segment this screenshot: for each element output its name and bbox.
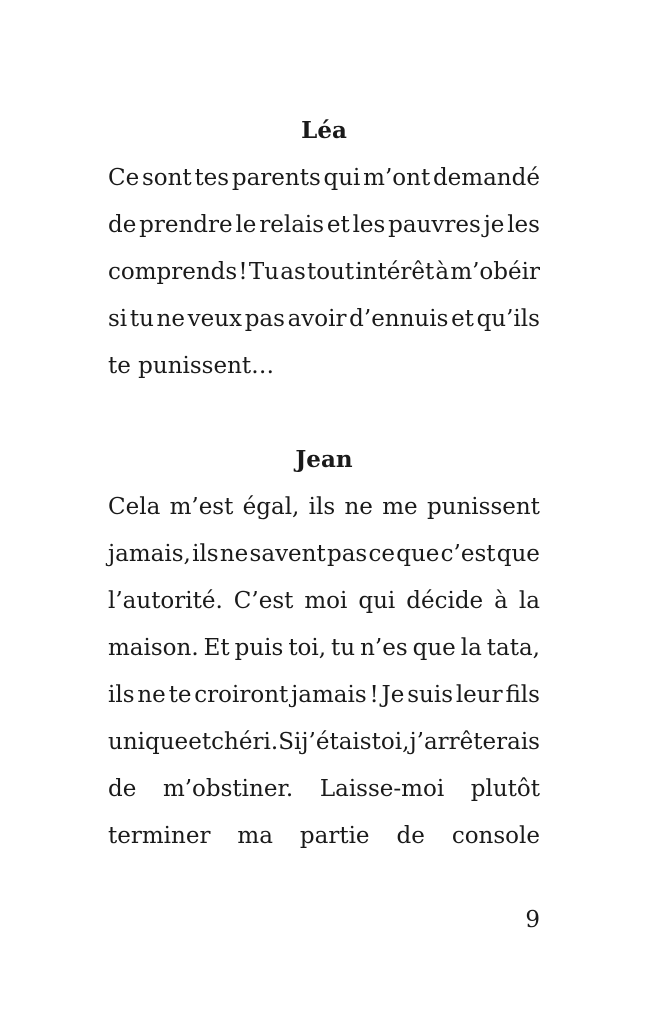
word: as: [280, 259, 306, 285]
word: savent: [249, 541, 326, 567]
word: pas: [244, 306, 285, 332]
word: ne: [156, 306, 185, 332]
word: !: [238, 259, 248, 285]
word: si: [108, 306, 128, 332]
word: ils: [192, 541, 219, 567]
word: la: [460, 635, 482, 661]
text-line: [108, 492, 540, 522]
word: m’est: [169, 494, 234, 520]
word: le: [235, 212, 257, 238]
word: intérêt: [355, 259, 435, 285]
speaker-name: Jean: [295, 446, 353, 473]
word: unique: [108, 729, 189, 755]
word: veux: [187, 306, 243, 332]
word: terminer: [108, 823, 211, 849]
word: que: [412, 635, 456, 661]
text-line: [108, 539, 540, 569]
word: ils: [308, 494, 336, 520]
word: Ce: [108, 165, 140, 191]
word: à: [494, 588, 508, 614]
word: que: [396, 541, 440, 567]
text-line-last: te punissent…: [108, 353, 275, 379]
word: suis: [407, 682, 453, 708]
word: décide: [406, 588, 484, 614]
word: Tu: [248, 259, 280, 285]
text-line: [108, 821, 540, 851]
text-line: [108, 586, 540, 616]
word: punissent: [426, 494, 540, 520]
word: toi,: [371, 729, 410, 755]
word: je: [483, 212, 505, 238]
word: !: [369, 682, 379, 708]
word: d’ennuis: [349, 306, 449, 332]
word: tout: [306, 259, 355, 285]
word: comprends: [108, 259, 238, 285]
word: ne: [344, 494, 373, 520]
page-number: 9: [525, 907, 540, 933]
word: pas: [326, 541, 368, 567]
word: les: [352, 212, 386, 238]
text-line: [108, 633, 540, 663]
word: ne: [137, 682, 166, 708]
text-line: [108, 163, 540, 193]
word: pauvres: [388, 212, 481, 238]
text-line: [108, 680, 540, 710]
word: Laisse-moi: [319, 776, 445, 802]
word: de: [396, 823, 425, 849]
word: tata,: [486, 635, 540, 661]
word: n’es: [360, 635, 408, 661]
word: moi: [304, 588, 348, 614]
word: m’ont: [363, 165, 431, 191]
word: avoir: [287, 306, 347, 332]
word: j’arrêterais: [409, 729, 540, 755]
word: qu’ils: [476, 306, 540, 332]
word: la: [518, 588, 540, 614]
word: qui: [323, 165, 361, 191]
word: tes: [194, 165, 230, 191]
word: Si: [278, 729, 302, 755]
word: parents: [231, 165, 321, 191]
text-line: [108, 774, 540, 804]
word: égal,: [242, 494, 300, 520]
word: ils: [108, 682, 135, 708]
word: console: [451, 823, 540, 849]
word: croiront: [194, 682, 289, 708]
text-line: [108, 727, 540, 757]
word: fils: [505, 682, 540, 708]
word: de: [108, 212, 137, 238]
word: sont: [141, 165, 192, 191]
word: de: [108, 776, 137, 802]
word: C’est: [233, 588, 294, 614]
word: demandé: [432, 165, 540, 191]
word: maison.: [108, 635, 199, 661]
word: Je: [381, 682, 405, 708]
text-line: [108, 304, 540, 334]
word: l’autorité.: [108, 588, 223, 614]
word: ma: [237, 823, 273, 849]
word: m’obéir: [450, 259, 540, 285]
word: plutôt: [470, 776, 540, 802]
word: leur: [455, 682, 503, 708]
word: prendre: [139, 212, 233, 238]
word: toi,: [288, 635, 327, 661]
text-line: [108, 210, 540, 240]
word: relais: [259, 212, 325, 238]
word: ce: [368, 541, 395, 567]
word: que: [496, 541, 540, 567]
speaker-name: Léa: [301, 117, 347, 144]
word: et: [326, 212, 350, 238]
word: tu: [129, 306, 154, 332]
word: jamais: [291, 682, 367, 708]
word: j’étais: [301, 729, 372, 755]
word: puis: [234, 635, 284, 661]
word: chéri.: [211, 729, 279, 755]
word: Et: [203, 635, 230, 661]
word: les: [507, 212, 540, 238]
word: m’obstiner.: [162, 776, 294, 802]
word: et: [451, 306, 474, 332]
word: jamais,: [108, 541, 191, 567]
word: à: [435, 259, 450, 285]
word: ne: [219, 541, 249, 567]
word: qui: [358, 588, 396, 614]
text-line: [108, 257, 540, 287]
word: et: [188, 729, 212, 755]
word: partie: [299, 823, 370, 849]
word: me: [382, 494, 418, 520]
word: te: [168, 682, 192, 708]
word: Cela: [108, 494, 161, 520]
word: c’est: [440, 541, 496, 567]
word: tu: [331, 635, 356, 661]
